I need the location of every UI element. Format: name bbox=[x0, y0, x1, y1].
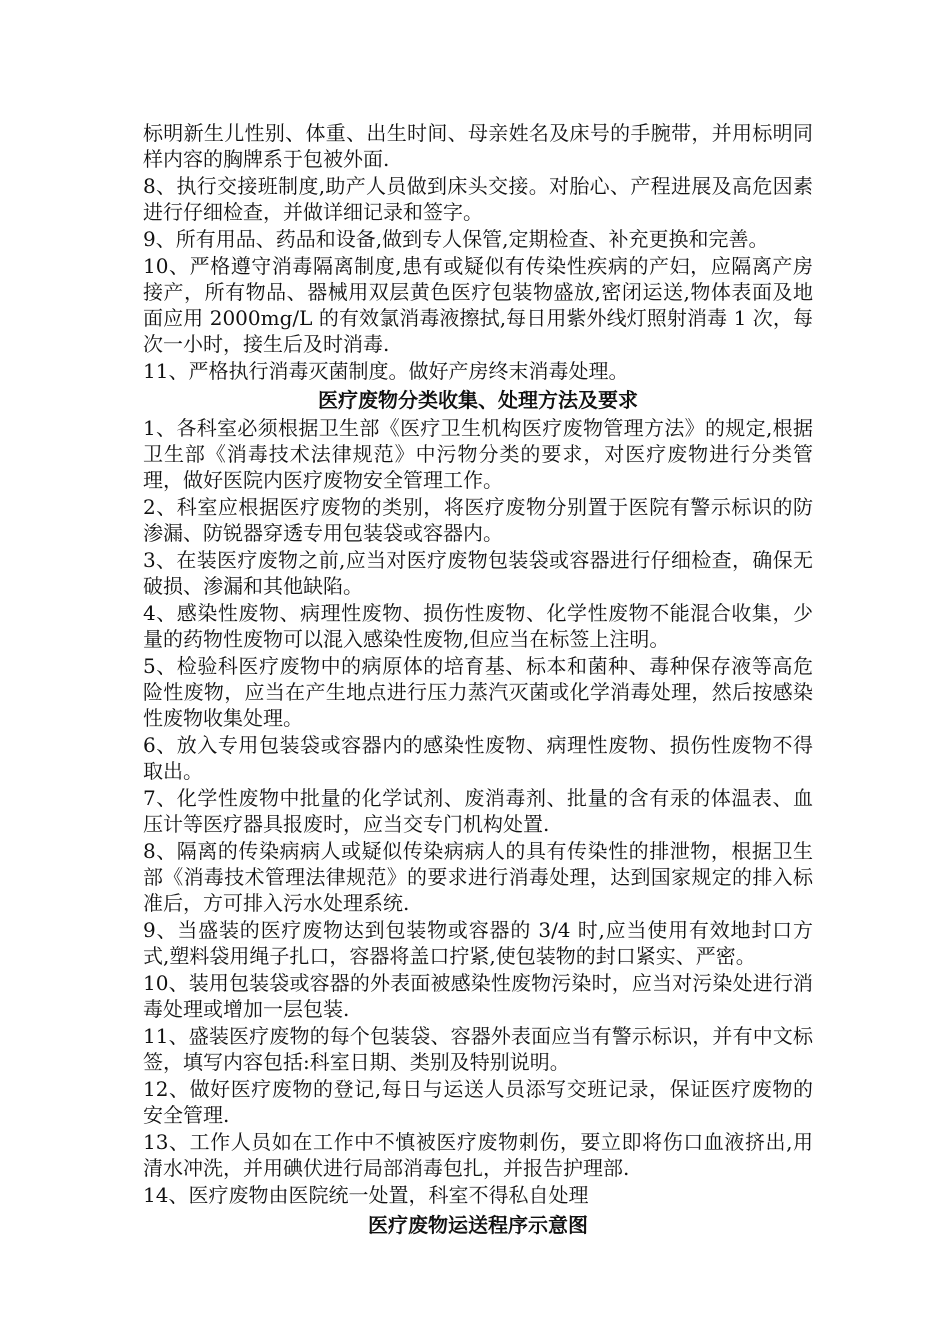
intro-paragraph: 9、所有用品、药品和设备,做到专人保管,定期检查、补充更换和完善。 bbox=[143, 227, 769, 251]
section-paragraph: 6、放入专用包装袋或容器内的感染性废物、病理性废物、损伤性废物不得取出。 bbox=[143, 733, 813, 783]
section-paragraph: 5、检验科医疗废物中的病原体的培育基、标本和菌种、毒种保存液等高危险性废物，应当在产生地点进行压力蒸汽灭菌或化学消毒处理，然后按感染性废物收集处理。 bbox=[143, 654, 813, 730]
section-paragraph: 10、装用包装袋或容器的外表面被感染性废物污染时，应当对污染处进行消毒处理或增加一层包装. bbox=[143, 971, 813, 1021]
section-paragraph: 3、在装医疗废物之前,应当对医疗废物包装袋或容器进行仔细检查，确保无破损、渗漏和其他缺陷。 bbox=[143, 548, 813, 598]
section-paragraph: 4、感染性废物、病理性废物、损伤性废物、化学性废物不能混合收集，少量的药物性废物可以混入感染性废物,但应当在标签上注明。 bbox=[143, 601, 813, 651]
section-paragraph: 13、工作人员如在工作中不慎被医疗废物刺伤，要立即将伤口血液挤出,用清水冲洗，并用碘伏进行局部消毒包扎，并报告护理部. bbox=[143, 1130, 813, 1180]
intro-paragraph: 11、严格执行消毒灭菌制度。做好产房终末消毒处理。 bbox=[143, 359, 629, 383]
diagram-title: 医疗废物运送程序示意图 bbox=[368, 1213, 588, 1237]
intro-paragraph: 标明新生儿性别、体重、出生时间、母亲姓名及床号的手腕带，并用标明同样内容的胸牌系于包被外面. bbox=[143, 121, 813, 171]
section-paragraph: 11、盛装医疗废物的每个包装袋、容器外表面应当有警示标识，并有中文标签，填写内容包括:科室日期、类别及特别说明。 bbox=[143, 1024, 813, 1074]
section-paragraph: 14、医疗废物由医院统一处置，科室不得私自处理 bbox=[143, 1183, 589, 1207]
section-paragraph: 8、隔离的传染病病人或疑似传染病病人的具有传染性的排泄物，根据卫生部《消毒技术管理法律规范》的要求进行消毒处理，达到国家规定的排入标准后，方可排入污水处理系统. bbox=[143, 839, 813, 915]
section-paragraph: 1、各科室必须根据卫生部《医疗卫生机构医疗废物管理方法》的规定,根据卫生部《消毒技术法律规范》中污物分类的要求，对医疗废物进行分类管理，做好医院内医疗废物安全管理工作。 bbox=[143, 416, 813, 492]
intro-paragraph: 8、执行交接班制度,助产人员做到床头交接。对胎心、产程进展及高危因素进行仔细检查，并做详细记录和签字。 bbox=[143, 174, 813, 224]
section-paragraph: 2、科室应根据医疗废物的类别，将医疗废物分别置于医院有警示标识的防渗漏、防锐器穿透专用包装袋或容器内。 bbox=[143, 495, 813, 545]
section-paragraph: 9、当盛装的医疗废物达到包装物或容器的 3/4 时,应当使用有效地封口方式,塑料袋用绳子扎口，容器将盖口拧紧,使包装物的封口紧实、严密。 bbox=[143, 918, 813, 968]
section-paragraph: 7、化学性废物中批量的化学试剂、废消毒剂、批量的含有汞的体温表、血压计等医疗器具报废时，应当交专门机构处置. bbox=[143, 786, 813, 836]
section-title: 医疗废物分类收集、处理方法及要求 bbox=[318, 388, 638, 412]
document-page bbox=[143, 120, 813, 1240]
intro-paragraph: 10、严格遵守消毒隔离制度,患有或疑似有传染性疾病的产妇，应隔离产房接产，所有物品、器械用双层黄色医疗包装物盛放,密闭运送,物体表面及地面应用 2000mg/L 的有效氯消毒液擦拭,每日用紫外线灯照射消毒 1 次，每次一小时，接生后及时消毒. bbox=[143, 254, 813, 356]
section-paragraph: 12、做好医疗废物的登记,每日与运送人员添写交班记录，保证医疗废物的安全管理. bbox=[143, 1077, 813, 1127]
